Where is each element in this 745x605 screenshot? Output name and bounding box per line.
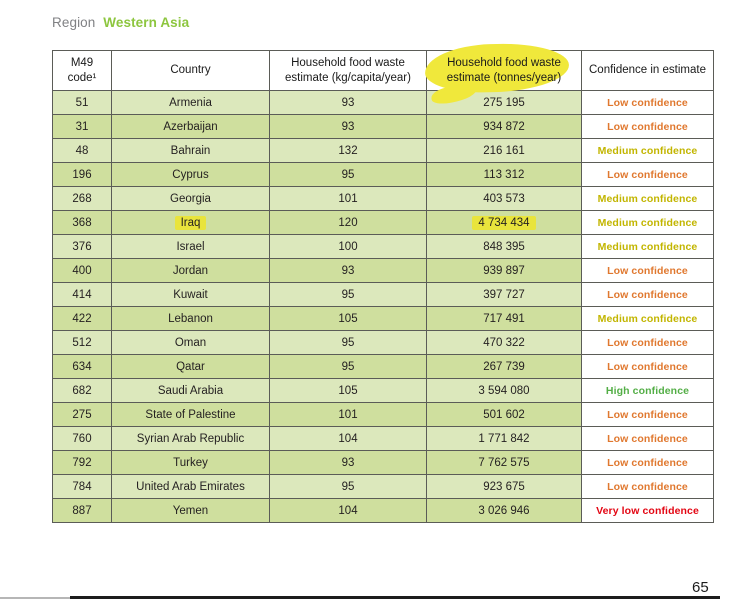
table-row	[53, 115, 714, 139]
cell-m49-code: 414	[53, 283, 112, 307]
table-row	[53, 283, 714, 307]
cell-country: Azerbaijan	[112, 115, 270, 139]
cell-country: Jordan	[112, 259, 270, 283]
cell-kg-estimate: 105	[270, 307, 427, 331]
cell-confidence: Medium confidence	[582, 307, 714, 331]
cell-country: State of Palestine	[112, 403, 270, 427]
footer-divider-gray	[0, 597, 70, 599]
cell-country: Syrian Arab Republic	[112, 427, 270, 451]
cell-kg-estimate: 132	[270, 139, 427, 163]
cell-country: Oman	[112, 331, 270, 355]
cell-tonnes-estimate: 923 675	[427, 475, 582, 499]
cell-m49-code: 275	[53, 403, 112, 427]
cell-tonnes-estimate	[427, 211, 582, 235]
cell-confidence: Medium confidence	[582, 139, 714, 163]
cell-tonnes-estimate: 501 602	[427, 403, 582, 427]
table-row	[53, 91, 714, 115]
cell-country: Cyprus	[112, 163, 270, 187]
cell-m49-code: 268	[53, 187, 112, 211]
table-row	[53, 235, 714, 259]
table-row	[53, 187, 714, 211]
cell-m49-code: 682	[53, 379, 112, 403]
cell-m49-code: 368	[53, 211, 112, 235]
cell-confidence: Low confidence	[582, 331, 714, 355]
header-row	[53, 51, 714, 91]
yellow-highlighted-text: 4 734 434	[472, 216, 535, 230]
cell-kg-estimate: 104	[270, 499, 427, 523]
cell-kg-estimate: 95	[270, 355, 427, 379]
table-body	[53, 91, 714, 523]
col-header-kg-estimate: Household food waste estimate (kg/capita/year)	[270, 51, 427, 91]
cell-tonnes-estimate: 7 762 575	[427, 451, 582, 475]
cell-country: Armenia	[112, 91, 270, 115]
cell-country: Saudi Arabia	[112, 379, 270, 403]
cell-country: Bahrain	[112, 139, 270, 163]
cell-m49-code: 51	[53, 91, 112, 115]
cell-tonnes-estimate: 934 872	[427, 115, 582, 139]
table-row	[53, 259, 714, 283]
cell-kg-estimate: 100	[270, 235, 427, 259]
cell-tonnes-estimate: 113 312	[427, 163, 582, 187]
cell-tonnes-estimate: 1 771 842	[427, 427, 582, 451]
cell-tonnes-estimate: 848 395	[427, 235, 582, 259]
cell-tonnes-estimate: 397 727	[427, 283, 582, 307]
cell-tonnes-estimate: 717 491	[427, 307, 582, 331]
cell-tonnes-estimate: 216 161	[427, 139, 582, 163]
cell-kg-estimate: 93	[270, 259, 427, 283]
cell-confidence: Low confidence	[582, 283, 714, 307]
cell-confidence: Low confidence	[582, 475, 714, 499]
cell-m49-code: 422	[53, 307, 112, 331]
cell-m49-code: 48	[53, 139, 112, 163]
cell-m49-code: 376	[53, 235, 112, 259]
cell-kg-estimate: 93	[270, 91, 427, 115]
region-value: Western Asia	[103, 15, 190, 30]
cell-m49-code: 634	[53, 355, 112, 379]
cell-country: Georgia	[112, 187, 270, 211]
cell-kg-estimate: 95	[270, 331, 427, 355]
col-header-tonnes-estimate: Household food waste estimate (tonnes/year)	[427, 51, 582, 91]
table-row	[53, 427, 714, 451]
region-heading	[52, 15, 189, 30]
cell-country: Yemen	[112, 499, 270, 523]
cell-confidence: Low confidence	[582, 355, 714, 379]
cell-confidence: Low confidence	[582, 91, 714, 115]
yellow-highlighted-text: Iraq	[175, 216, 207, 230]
col-header-confidence: Confidence in estimate	[582, 51, 714, 91]
cell-kg-estimate: 93	[270, 451, 427, 475]
footer-divider-black	[70, 596, 720, 599]
cell-confidence: Low confidence	[582, 115, 714, 139]
table-row	[53, 379, 714, 403]
cell-tonnes-estimate: 470 322	[427, 331, 582, 355]
cell-m49-code: 400	[53, 259, 112, 283]
cell-confidence: Low confidence	[582, 403, 714, 427]
cell-kg-estimate: 101	[270, 403, 427, 427]
cell-tonnes-estimate: 403 573	[427, 187, 582, 211]
cell-tonnes-estimate: 939 897	[427, 259, 582, 283]
table-row	[53, 355, 714, 379]
cell-m49-code: 196	[53, 163, 112, 187]
region-label: Region	[52, 15, 96, 30]
cell-kg-estimate: 95	[270, 163, 427, 187]
cell-confidence: Low confidence	[582, 259, 714, 283]
col-header-m49-code: M49 code¹	[53, 51, 112, 91]
cell-kg-estimate: 93	[270, 115, 427, 139]
cell-confidence: Medium confidence	[582, 187, 714, 211]
cell-country: Turkey	[112, 451, 270, 475]
table-row	[53, 499, 714, 523]
cell-country: Kuwait	[112, 283, 270, 307]
cell-tonnes-estimate: 3 594 080	[427, 379, 582, 403]
table-row	[53, 331, 714, 355]
cell-kg-estimate: 105	[270, 379, 427, 403]
cell-kg-estimate: 95	[270, 283, 427, 307]
cell-country: Qatar	[112, 355, 270, 379]
cell-confidence: Medium confidence	[582, 235, 714, 259]
cell-country: Lebanon	[112, 307, 270, 331]
cell-country: United Arab Emirates	[112, 475, 270, 499]
cell-kg-estimate: 120	[270, 211, 427, 235]
cell-tonnes-estimate: 267 739	[427, 355, 582, 379]
cell-m49-code: 784	[53, 475, 112, 499]
cell-confidence: Very low confidence	[582, 499, 714, 523]
table-row	[53, 163, 714, 187]
table-row	[53, 403, 714, 427]
cell-m49-code: 792	[53, 451, 112, 475]
page-number: 65	[692, 579, 709, 596]
cell-kg-estimate: 104	[270, 427, 427, 451]
table-row	[53, 475, 714, 499]
col-header-country: Country	[112, 51, 270, 91]
cell-m49-code: 887	[53, 499, 112, 523]
cell-m49-code: 512	[53, 331, 112, 355]
cell-confidence: Low confidence	[582, 163, 714, 187]
table-row	[53, 139, 714, 163]
table-row	[53, 211, 714, 235]
cell-kg-estimate: 101	[270, 187, 427, 211]
cell-m49-code: 31	[53, 115, 112, 139]
cell-confidence: Medium confidence	[582, 211, 714, 235]
cell-confidence: High confidence	[582, 379, 714, 403]
cell-confidence: Low confidence	[582, 451, 714, 475]
cell-m49-code: 760	[53, 427, 112, 451]
cell-tonnes-estimate: 3 026 946	[427, 499, 582, 523]
cell-country: Israel	[112, 235, 270, 259]
cell-kg-estimate: 95	[270, 475, 427, 499]
cell-country	[112, 211, 270, 235]
cell-confidence: Low confidence	[582, 427, 714, 451]
table-row	[53, 451, 714, 475]
table-row	[53, 307, 714, 331]
food-waste-table	[52, 50, 714, 523]
cell-tonnes-estimate: 275 195	[427, 91, 582, 115]
